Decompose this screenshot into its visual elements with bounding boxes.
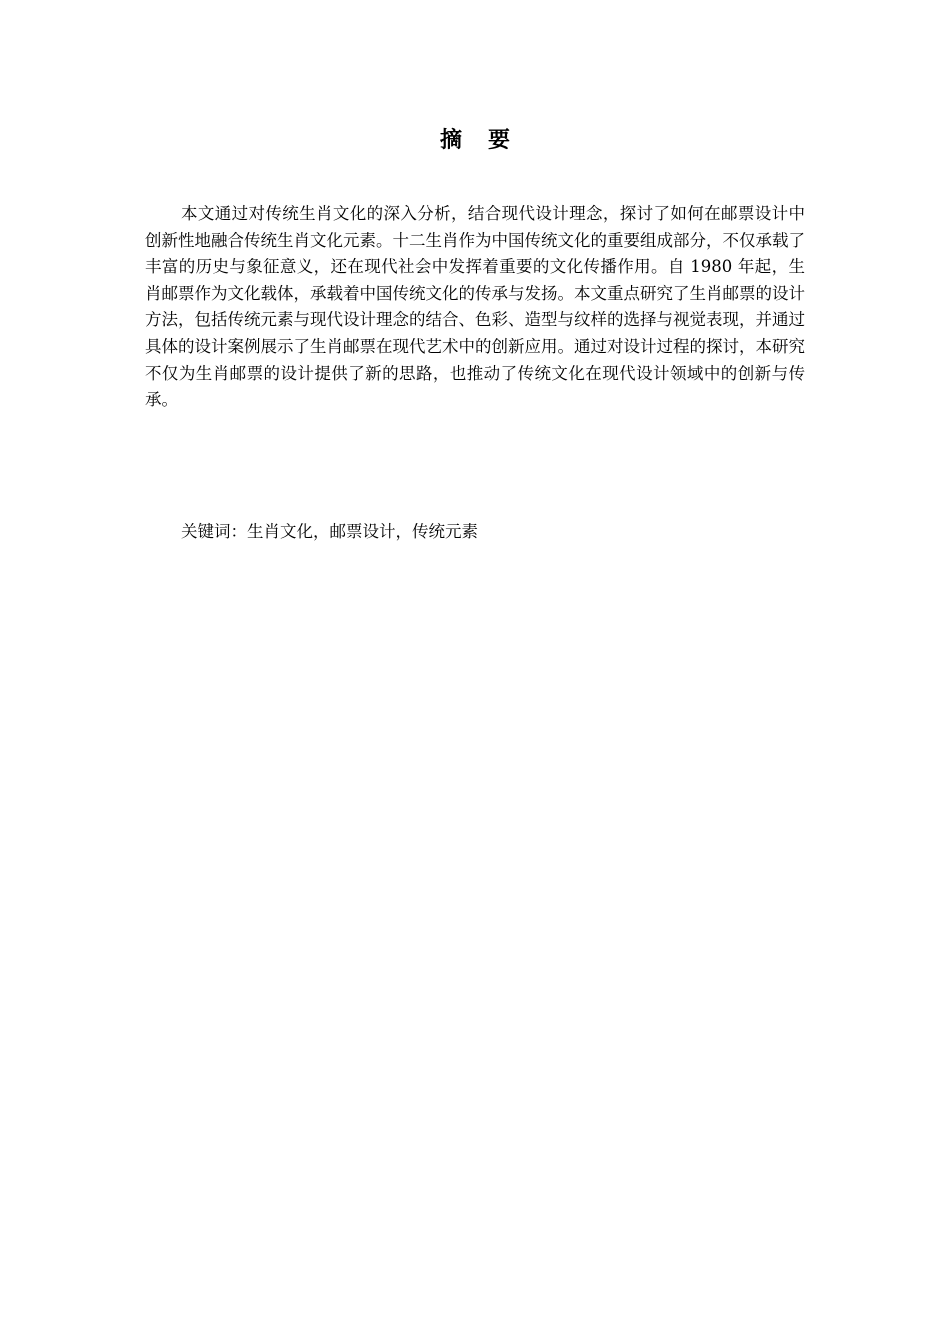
title-char: 摘	[439, 128, 462, 153]
title-char: 要	[488, 128, 511, 153]
page-title	[0, 126, 950, 156]
keywords-line: 关键词：生肖文化，邮票设计，传统元素	[181, 522, 478, 541]
abstract-paragraph: 本文通过对传统生肖文化的深入分析，结合现代设计理念，探讨了如何在邮票设计中创新性地融合传统生肖文化元素。十二生肖作为中国传统文化的重要组成部分，不仅承载了丰富的历史与象征意义，还在现代社会中发挥着重要的文化传播作用。自 1980 年起，生肖邮票作为文化载体，承载着中国传统文化的传承与发扬。本文重点研究了生肖邮票的设计方法，包括传统元素与现代设计理念的结合、色彩、造型与纹样的选择与视觉表现，并通过具体的设计案例展示了生肖邮票在现代艺术中的创新应用。通过对设计过程的探讨，本研究不仅为生肖邮票的设计提供了新的思路，也推动了传统文化在现代设计领域中的创新与传承。	[145, 204, 805, 410]
